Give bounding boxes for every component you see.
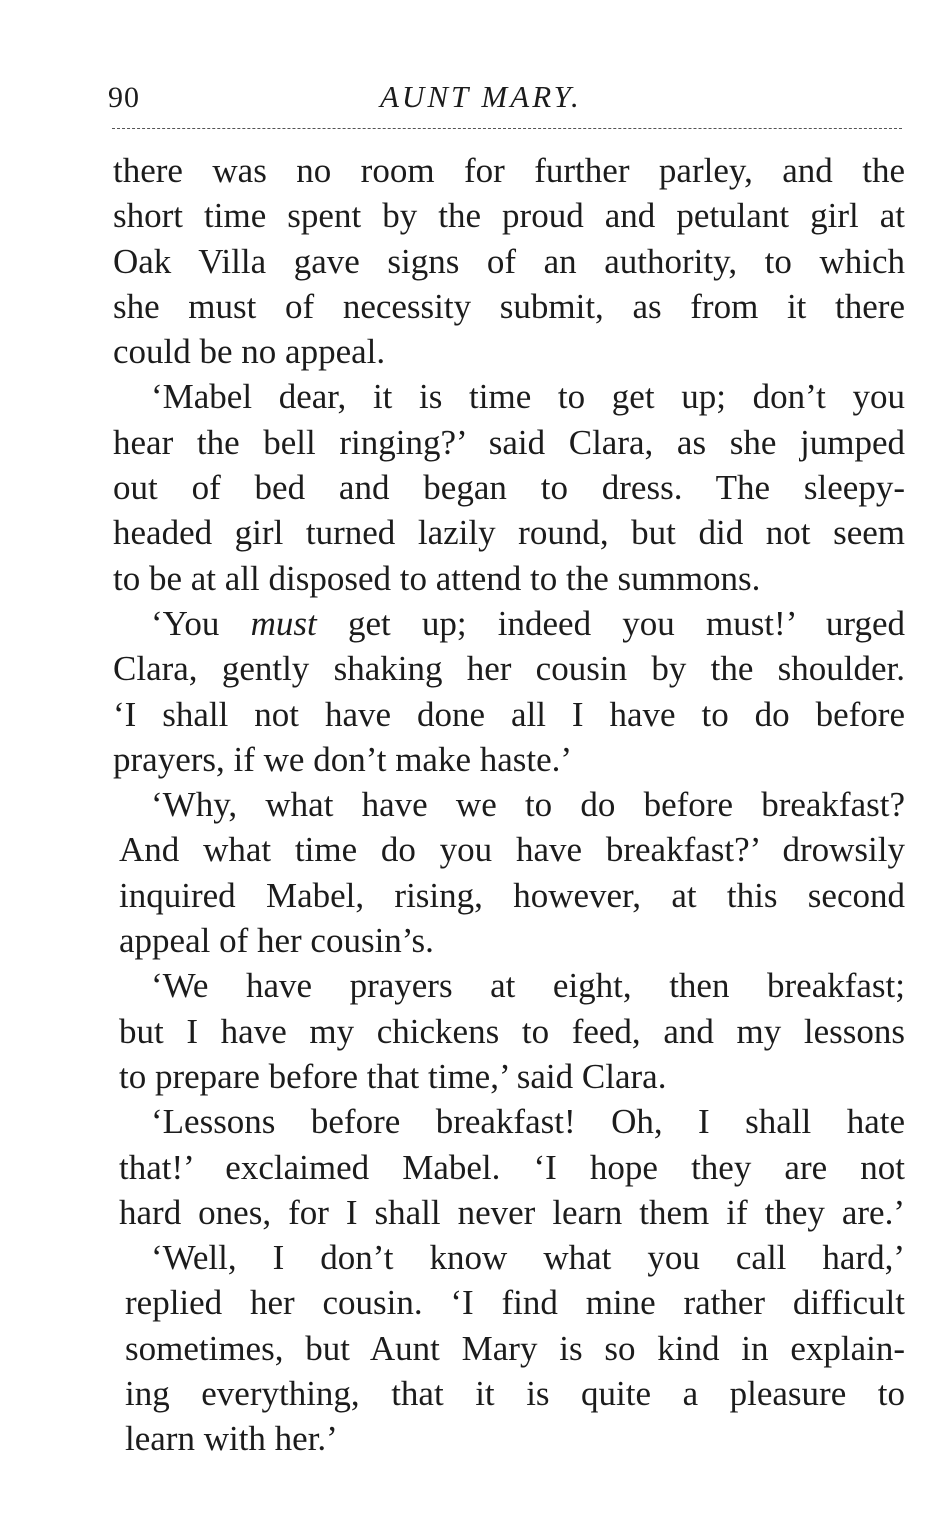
text-line: to prepare before that time,’ said Clara. <box>119 1056 667 1096</box>
text-line: And what time do you have breakfast?’ drowsily <box>119 830 905 870</box>
text-line: ‘We have prayers at eight, then breakfast; <box>151 966 905 1006</box>
text-line: sometimes, but Aunt Mary is so kind in explain- <box>125 1328 905 1368</box>
text-line: ‘Why, what have we to do before breakfast? <box>151 785 905 825</box>
body-text <box>113 148 905 1462</box>
text-line: headed girl turned lazily round, but did not seem <box>113 513 905 553</box>
text-line: short time spent by the proud and petulant girl at <box>113 196 905 236</box>
text-line: there was no room for further parley, and the <box>113 151 905 190</box>
text-segment: get up; indeed you must!’ urged <box>316 603 905 643</box>
text-line: could be no appeal. <box>113 332 386 372</box>
text-line: ‘Mabel dear, it is time to get up; don’t you <box>151 377 905 417</box>
running-title: AUNT MARY. <box>380 79 582 114</box>
text-line: learn with her.’ <box>125 1419 338 1459</box>
text-line: appeal of her cousin’s. <box>119 921 434 961</box>
text-line: replied her cousin. ‘I find mine rather difficult <box>125 1283 905 1323</box>
text-line: she must of necessity submit, as from it there <box>113 286 905 326</box>
text-line: Oak Villa gave signs of an authority, to which <box>113 241 905 281</box>
text-line <box>113 601 905 646</box>
text-line: Clara, gently shaking her cousin by the shoulder. <box>113 649 905 689</box>
text-line: that!’ exclaimed Mabel. ‘I hope they are not <box>119 1147 905 1187</box>
text-line: hard ones, for I shall never learn them if they are.’ <box>119 1192 905 1232</box>
text-line: ing everything, that it is quite a pleasure to <box>125 1374 905 1414</box>
text-line: inquired Mabel, rising, however, at this second <box>119 875 905 915</box>
text-line: ‘Lessons before breakfast! Oh, I shall hate <box>151 1102 905 1142</box>
text-line: to be at all disposed to attend to the summons. <box>113 558 761 598</box>
text-line: prayers, if we don’t make haste.’ <box>113 739 573 779</box>
text-line: out of bed and began to dress. The sleepy- <box>113 468 905 508</box>
text-line: ‘I shall not have done all I have to do before <box>113 694 905 734</box>
text-line: but I have my chickens to feed, and my lessons <box>119 1011 905 1051</box>
text-segment: ‘You <box>151 603 251 643</box>
text-line: hear the bell ringing?’ said Clara, as she jumped <box>113 422 905 462</box>
page-number: 90 <box>108 81 140 114</box>
header-rule <box>112 128 902 129</box>
emphasis: must <box>250 603 317 643</box>
text-line: ‘Well, I don’t know what you call hard,’ <box>151 1238 905 1278</box>
